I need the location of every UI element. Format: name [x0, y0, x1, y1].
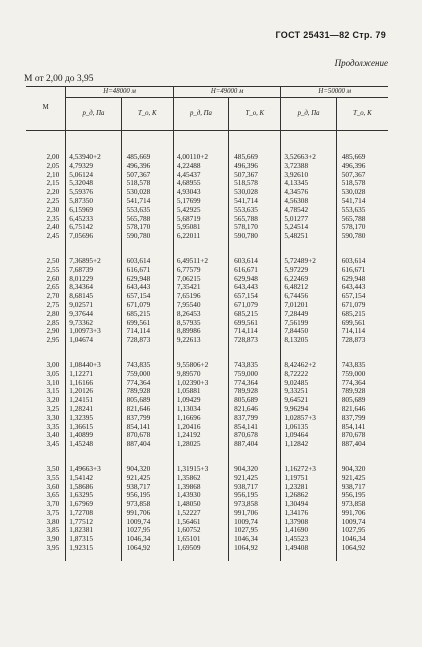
temperature-cell: 759,000 — [341, 368, 366, 378]
temperature-cell: 657,154 — [229, 292, 281, 301]
pressure-cell: 7,35421 — [173, 283, 228, 292]
pressure-cell: 1,43930 — [173, 491, 228, 500]
temperature-cell: 616,671 — [341, 264, 366, 274]
pressure-cell: 1,20126 — [66, 387, 121, 396]
pressure-cell: 1,63295 — [66, 491, 121, 500]
temperature-header: Т_о, К — [336, 98, 388, 131]
temperature-cell: 553,635 — [341, 204, 366, 214]
temperature-cell: 973,858 — [229, 500, 281, 509]
pressure-cell: 6,45233 — [66, 215, 121, 224]
temperature-cell: 973,858 — [121, 500, 173, 509]
pressure-cell: 1,28241 — [66, 405, 121, 414]
mach-cell: 3,80 — [26, 518, 66, 527]
pressure-cell: 1,16272+3 — [281, 465, 336, 474]
pressure-cell: 7,36895+2 — [66, 257, 121, 266]
pressure-cell: 7,95540 — [173, 301, 228, 310]
table-body — [26, 131, 388, 561]
temperature-cell: 671,079 — [229, 301, 281, 310]
temperature-cell: 789,928 — [229, 387, 281, 396]
mach-cell: 3,10 — [26, 379, 66, 388]
temperature-cell: 590,780 — [229, 232, 281, 241]
pressure-cell: 1,87315 — [66, 535, 121, 544]
altitude-header-48000: Н=48000 м — [66, 87, 174, 98]
pressure-cell: 1,16696 — [173, 414, 228, 423]
mach-cell: 3,50 — [26, 465, 66, 474]
mach-cell: 3,25 — [26, 405, 66, 414]
temperature-cell: 991,706 — [121, 509, 173, 518]
pressure-cell: 1,06135 — [281, 423, 336, 432]
pressure-cell: 1,02857+3 — [281, 414, 336, 423]
pressure-cell: 1,02390+3 — [173, 379, 228, 388]
pressure-cell: 9,89570 — [173, 370, 228, 379]
temperature-cell: 530,028 — [121, 188, 173, 197]
temperature-cell: 1009,74 — [229, 518, 281, 527]
mach-cell: 2,05 — [26, 162, 66, 171]
temperature-cell: 805,689 — [341, 395, 366, 405]
temperature-header: Т_о, К — [229, 98, 281, 131]
pressure-cell: 1,67969 — [66, 500, 121, 509]
temperature-cell: 743,835 — [229, 361, 281, 370]
temperature-cell: 938,717 — [229, 483, 281, 492]
temperature-cell: 578,170 — [121, 223, 173, 232]
temperature-cell: 530,028 — [229, 188, 281, 197]
mach-cell: 2,95 — [26, 336, 66, 345]
pressure-cell: 8,89986 — [173, 327, 228, 336]
pressure-header: р_д, Па — [281, 98, 336, 131]
pressure-cell: 9,33251 — [281, 387, 336, 396]
temperature-cell: 485,669 — [121, 153, 173, 162]
temperature-cell: 904,320 — [229, 465, 281, 474]
mach-cell: 3,70 — [26, 500, 66, 509]
temperature-cell: 821,646 — [341, 403, 366, 413]
mach-cell: 3,20 — [26, 396, 66, 405]
mach-cell: 2,35 — [26, 215, 66, 224]
pressure-cell: 3,92610 — [281, 171, 336, 180]
temperature-cell: 629,948 — [229, 275, 281, 284]
pressure-cell: 1,36615 — [66, 423, 121, 432]
mach-cell: 2,10 — [26, 171, 66, 180]
mach-cell: 2,40 — [26, 223, 66, 232]
temperature-cell: 496,396 — [229, 162, 281, 171]
table-row — [26, 544, 388, 553]
pressure-cell: 1,00973+3 — [66, 327, 121, 336]
temperature-cell: 743,835 — [341, 359, 366, 369]
pressure-cell: 3,52663+2 — [281, 153, 336, 162]
pressure-cell: 1,82381 — [66, 526, 121, 535]
pressure-cell: 5,06124 — [66, 171, 121, 180]
temperature-cell: 553,635 — [229, 206, 281, 215]
range-label: М от 2,00 до 3,95 — [24, 74, 94, 84]
pressure-cell: 4,79329 — [66, 162, 121, 171]
pressure-cell: 8,34364 — [66, 283, 121, 292]
pressure-cell: 1,09464 — [281, 431, 336, 440]
pressure-cell: 1,12271 — [66, 370, 121, 379]
temperature-cell: 714,114 — [121, 327, 173, 336]
pressure-cell: 8,13205 — [281, 336, 336, 345]
mach-cell: 2,25 — [26, 197, 66, 206]
temperature-cell: 938,717 — [121, 483, 173, 492]
temperature-cell: 643,443 — [121, 283, 173, 292]
pressure-cell: 1,26862 — [281, 491, 336, 500]
pressure-cell: 6,74456 — [281, 292, 336, 301]
mach-cell: 3,85 — [26, 526, 66, 535]
pressure-cell: 1,28025 — [173, 440, 228, 449]
temperature-cell: 904,320 — [341, 463, 366, 473]
pressure-cell: 1,52227 — [173, 509, 228, 518]
temperature-cell: 973,858 — [341, 499, 366, 509]
pressure-header: р_д, Па — [173, 98, 228, 131]
mach-cell: 3,15 — [26, 387, 66, 396]
temperature-cell: 590,780 — [121, 232, 173, 241]
temperature-cell: 714,114 — [341, 326, 366, 336]
mach-cell: 2,30 — [26, 206, 66, 215]
pressure-cell: 5,17699 — [173, 197, 228, 206]
pressure-cell: 8,26453 — [173, 310, 228, 319]
pressure-cell: 4,56308 — [281, 197, 336, 206]
temperature-cell: 1046,34 — [121, 535, 173, 544]
temperature-cell: 789,928 — [121, 387, 173, 396]
pressure-cell: 1,24151 — [66, 396, 121, 405]
mach-cell: 2,75 — [26, 301, 66, 310]
temperature-cell: 518,578 — [341, 178, 366, 188]
pressure-cell: 4,13345 — [281, 179, 336, 188]
pressure-cell: 5,95081 — [173, 223, 228, 232]
temperature-cell: 643,443 — [341, 282, 366, 292]
temperature-cell: 590,780 — [341, 231, 366, 241]
pressure-cell: 1,60752 — [173, 526, 228, 535]
pressure-cell: 7,06215 — [173, 275, 228, 284]
temperature-cell: 956,195 — [229, 491, 281, 500]
mach-cell: 2,20 — [26, 188, 66, 197]
pressure-cell: 1,48050 — [173, 500, 228, 509]
temperature-cell: 685,215 — [121, 310, 173, 319]
temperature-cell: 821,646 — [121, 405, 173, 414]
temperature-cell: 578,170 — [341, 222, 366, 232]
temperature-cell: 837,799 — [121, 414, 173, 423]
pressure-cell: 1,49408 — [281, 544, 336, 553]
pressure-cell: 1,09429 — [173, 396, 228, 405]
pressure-cell: 9,02485 — [281, 379, 336, 388]
pressure-cell: 5,48251 — [281, 232, 336, 241]
temperature-cell: 921,425 — [341, 472, 366, 482]
temperature-cell: 921,425 — [229, 474, 281, 483]
pressure-cell: 4,45437 — [173, 171, 228, 180]
mach-cell: 2,80 — [26, 310, 66, 319]
temperature-cell: 541,714 — [121, 197, 173, 206]
altitude-header-50000: Н=50000 м — [281, 87, 388, 98]
pressure-cell: 6,75142 — [66, 223, 121, 232]
temperature-cell: 496,396 — [121, 162, 173, 171]
temperature-cell: 837,799 — [229, 414, 281, 423]
temperature-cell: 938,717 — [341, 481, 366, 491]
temperature-cell: 616,671 — [229, 266, 281, 275]
mach-cell: 2,00 — [26, 153, 66, 162]
temperature-cell: 991,706 — [341, 507, 366, 517]
temperature-cell: 616,671 — [121, 266, 173, 275]
pressure-cell: 4,53940+2 — [66, 153, 121, 162]
pressure-cell: 1,35862 — [173, 474, 228, 483]
pressure-cell: 1,69509 — [173, 544, 228, 553]
mach-cell: 3,45 — [26, 440, 66, 449]
temperature-cell: 714,114 — [229, 327, 281, 336]
pressure-cell: 1,16166 — [66, 379, 121, 388]
pressure-cell: 9,02571 — [66, 301, 121, 310]
temperature-cell: 603,614 — [341, 255, 366, 265]
pressure-cell: 8,57935 — [173, 319, 228, 328]
temperature-cell: 643,443 — [229, 283, 281, 292]
pressure-cell: 1,23281 — [281, 483, 336, 492]
pressure-cell: 1,37908 — [281, 518, 336, 527]
temperature-cell: 541,714 — [229, 197, 281, 206]
mach-cell: 2,45 — [26, 232, 66, 241]
pressure-cell: 8,68145 — [66, 292, 121, 301]
temperature-cell: 887,404 — [341, 439, 366, 449]
temperature-cell: 699,561 — [229, 319, 281, 328]
temperature-cell: 1009,74 — [121, 518, 173, 527]
temperature-cell: 854,141 — [121, 423, 173, 432]
mach-cell: 2,90 — [26, 327, 66, 336]
pressure-cell: 9,96294 — [281, 405, 336, 414]
pressure-cell: 4,78542 — [281, 206, 336, 215]
temperature-cell: 699,561 — [341, 317, 366, 327]
temperature-cell: 904,320 — [121, 465, 173, 474]
pressure-cell: 1,19751 — [281, 474, 336, 483]
pressure-cell: 5,97229 — [281, 266, 336, 275]
pressure-cell: 5,32048 — [66, 179, 121, 188]
pressure-cell: 1,04674 — [66, 336, 121, 345]
temperature-cell: 870,678 — [341, 430, 366, 440]
temperature-cell: 541,714 — [341, 195, 366, 205]
temperature-cell: 870,678 — [229, 431, 281, 440]
mach-cell: 3,65 — [26, 491, 66, 500]
pressure-cell: 7,84450 — [281, 327, 336, 336]
pressure-cell: 1,45248 — [66, 440, 121, 449]
temperature-cell: 728,873 — [229, 336, 281, 345]
pressure-cell: 7,05696 — [66, 232, 121, 241]
data-table — [26, 86, 388, 561]
pressure-cell: 7,56199 — [281, 319, 336, 328]
temperature-cell: 789,928 — [341, 386, 366, 396]
pressure-cell: 1,13034 — [173, 405, 228, 414]
temperature-cell: 854,141 — [341, 421, 366, 431]
temperature-cell: 1064,92 — [229, 544, 281, 553]
pressure-cell: 1,32395 — [66, 414, 121, 423]
temperature-cell: 837,799 — [341, 412, 366, 422]
temperature-header: Т_о, К — [121, 98, 173, 131]
temperature-cell: 1027,95 — [121, 526, 173, 535]
temperature-cell: 728,873 — [341, 335, 366, 345]
pressure-header: р_д, Па — [66, 98, 121, 131]
temperature-cell: 1027,95 — [341, 525, 366, 535]
table-row — [26, 440, 388, 449]
pressure-cell: 1,72708 — [66, 509, 121, 518]
pressure-cell: 8,42462+2 — [281, 361, 336, 370]
pressure-cell: 6,49511+2 — [173, 257, 228, 266]
pressure-cell: 8,01229 — [66, 275, 121, 284]
temperature-cell: 671,079 — [341, 299, 366, 309]
temperature-cell: 518,578 — [229, 179, 281, 188]
mach-cell: 2,60 — [26, 275, 66, 284]
temperature-cell: 1064,92 — [341, 543, 366, 553]
mach-header: М — [26, 87, 66, 131]
pressure-cell: 7,65196 — [173, 292, 228, 301]
mach-cell: 3,05 — [26, 370, 66, 379]
continuation-label: Продолжение — [334, 58, 388, 68]
pressure-cell: 1,08440+3 — [66, 361, 121, 370]
temperature-cell: 565,788 — [229, 215, 281, 224]
page-header: ГОСТ 25431—82 Стр. 79 — [275, 30, 386, 40]
pressure-cell: 1,77512 — [66, 518, 121, 527]
mach-cell: 2,65 — [26, 283, 66, 292]
pressure-cell: 1,34176 — [281, 509, 336, 518]
pressure-cell: 1,49663+3 — [66, 465, 121, 474]
mach-cell: 3,30 — [26, 414, 66, 423]
pressure-cell: 1,24192 — [173, 431, 228, 440]
pressure-cell: 1,58686 — [66, 483, 121, 492]
mach-cell: 2,85 — [26, 319, 66, 328]
pressure-cell: 1,05881 — [173, 387, 228, 396]
mach-cell: 3,00 — [26, 361, 66, 370]
temperature-cell: 991,706 — [229, 509, 281, 518]
temperature-cell: 774,364 — [121, 379, 173, 388]
pressure-cell: 6,22011 — [173, 232, 228, 241]
pressure-cell: 1,40899 — [66, 431, 121, 440]
mach-cell: 2,55 — [26, 266, 66, 275]
mach-cell: 3,55 — [26, 474, 66, 483]
temperature-cell: 728,873 — [121, 336, 173, 345]
pressure-cell: 9,64521 — [281, 396, 336, 405]
mach-cell: 2,15 — [26, 179, 66, 188]
temperature-cell: 887,404 — [229, 440, 281, 449]
pressure-cell: 6,48212 — [281, 283, 336, 292]
table-row — [26, 232, 388, 241]
temperature-cell: 1046,34 — [341, 534, 366, 544]
mach-cell: 3,35 — [26, 423, 66, 432]
pressure-cell: 5,68719 — [173, 215, 228, 224]
table-row — [26, 336, 388, 345]
temperature-cell: 774,364 — [341, 377, 366, 387]
temperature-cell: 507,367 — [229, 171, 281, 180]
pressure-cell: 4,68955 — [173, 179, 228, 188]
temperature-cell: 759,000 — [121, 370, 173, 379]
pressure-cell: 5,59376 — [66, 188, 121, 197]
temperature-cell: 657,154 — [121, 292, 173, 301]
temperature-cell: 956,195 — [341, 490, 366, 500]
temperature-cell: 629,948 — [341, 273, 366, 283]
temperature-cell: 629,948 — [121, 275, 173, 284]
temperature-cell: 671,079 — [121, 301, 173, 310]
pressure-cell: 4,22488 — [173, 162, 228, 171]
pressure-cell: 6,15969 — [66, 206, 121, 215]
altitude-header-49000: Н=49000 м — [173, 87, 281, 98]
temperature-cell: 921,425 — [121, 474, 173, 483]
temperature-cell: 578,170 — [229, 223, 281, 232]
pressure-cell: 1,12842 — [281, 440, 336, 449]
temperature-cell: 603,614 — [229, 257, 281, 266]
pressure-cell: 1,41690 — [281, 526, 336, 535]
temperature-cell: 699,561 — [121, 319, 173, 328]
pressure-cell: 1,65101 — [173, 535, 228, 544]
pressure-cell: 5,42925 — [173, 206, 228, 215]
mach-cell: 3,40 — [26, 431, 66, 440]
temperature-cell: 685,215 — [341, 308, 366, 318]
pressure-cell: 4,00110+2 — [173, 153, 228, 162]
pressure-cell: 6,22469 — [281, 275, 336, 284]
temperature-cell: 496,396 — [341, 160, 366, 170]
mach-cell: 2,50 — [26, 257, 66, 266]
temperature-cell: 685,215 — [229, 310, 281, 319]
pressure-cell: 1,45523 — [281, 535, 336, 544]
pressure-cell: 1,31915+3 — [173, 465, 228, 474]
temperature-cell: 565,788 — [341, 213, 366, 223]
pressure-cell: 1,20416 — [173, 423, 228, 432]
temperature-cell: 1027,95 — [229, 526, 281, 535]
pressure-cell: 7,28449 — [281, 310, 336, 319]
temperature-cell: 485,669 — [229, 153, 281, 162]
temperature-cell: 553,635 — [121, 206, 173, 215]
pressure-cell: 4,34576 — [281, 188, 336, 197]
temperature-cell: 743,835 — [121, 361, 173, 370]
pressure-cell: 5,24514 — [281, 223, 336, 232]
pressure-cell: 3,72388 — [281, 162, 336, 171]
temperature-cell: 887,404 — [121, 440, 173, 449]
temperature-cell: 774,364 — [229, 379, 281, 388]
pressure-cell: 5,87350 — [66, 197, 121, 206]
pressure-cell: 9,22613 — [173, 336, 228, 345]
temperature-cell: 530,028 — [341, 187, 366, 197]
pressure-cell: 4,93043 — [173, 188, 228, 197]
pressure-cell: 7,01201 — [281, 301, 336, 310]
temperature-cell: 507,367 — [341, 169, 366, 179]
temperature-cell: 507,367 — [121, 171, 173, 180]
temperature-cell: 759,000 — [229, 370, 281, 379]
pressure-cell: 5,01277 — [281, 215, 336, 224]
mach-cell: 3,90 — [26, 535, 66, 544]
pressure-cell: 9,73362 — [66, 319, 121, 328]
temperature-cell: 565,788 — [121, 215, 173, 224]
pressure-cell: 8,72222 — [281, 370, 336, 379]
pressure-cell: 1,39868 — [173, 483, 228, 492]
temperature-cell: 956,195 — [121, 491, 173, 500]
mach-cell: 3,95 — [26, 544, 66, 553]
temperature-cell: 821,646 — [229, 405, 281, 414]
temperature-cell: 657,154 — [341, 291, 366, 301]
mach-cell: 3,60 — [26, 483, 66, 492]
pressure-cell: 9,55806+2 — [173, 361, 228, 370]
pressure-cell: 7,68739 — [66, 266, 121, 275]
temperature-cell: 805,689 — [229, 396, 281, 405]
temperature-cell: 1009,74 — [341, 516, 366, 526]
pressure-cell: 6,77579 — [173, 266, 228, 275]
mach-cell: 3,75 — [26, 509, 66, 518]
temperature-cell: 1046,34 — [229, 535, 281, 544]
temperature-cell: 603,614 — [121, 257, 173, 266]
mach-cell: 2,70 — [26, 292, 66, 301]
temperature-cell: 518,578 — [121, 179, 173, 188]
pressure-cell: 1,54142 — [66, 474, 121, 483]
temperature-cell: 854,141 — [229, 423, 281, 432]
pressure-cell: 9,37644 — [66, 310, 121, 319]
pressure-cell: 5,72489+2 — [281, 257, 336, 266]
temperature-cell: 805,689 — [121, 396, 173, 405]
pressure-cell: 1,30494 — [281, 500, 336, 509]
temperature-cell: 1064,92 — [121, 544, 173, 553]
temperature-cell: 485,669 — [341, 152, 366, 161]
pressure-cell: 1,92315 — [66, 544, 121, 553]
pressure-cell: 1,56461 — [173, 518, 228, 527]
temperature-cell: 870,678 — [121, 431, 173, 440]
